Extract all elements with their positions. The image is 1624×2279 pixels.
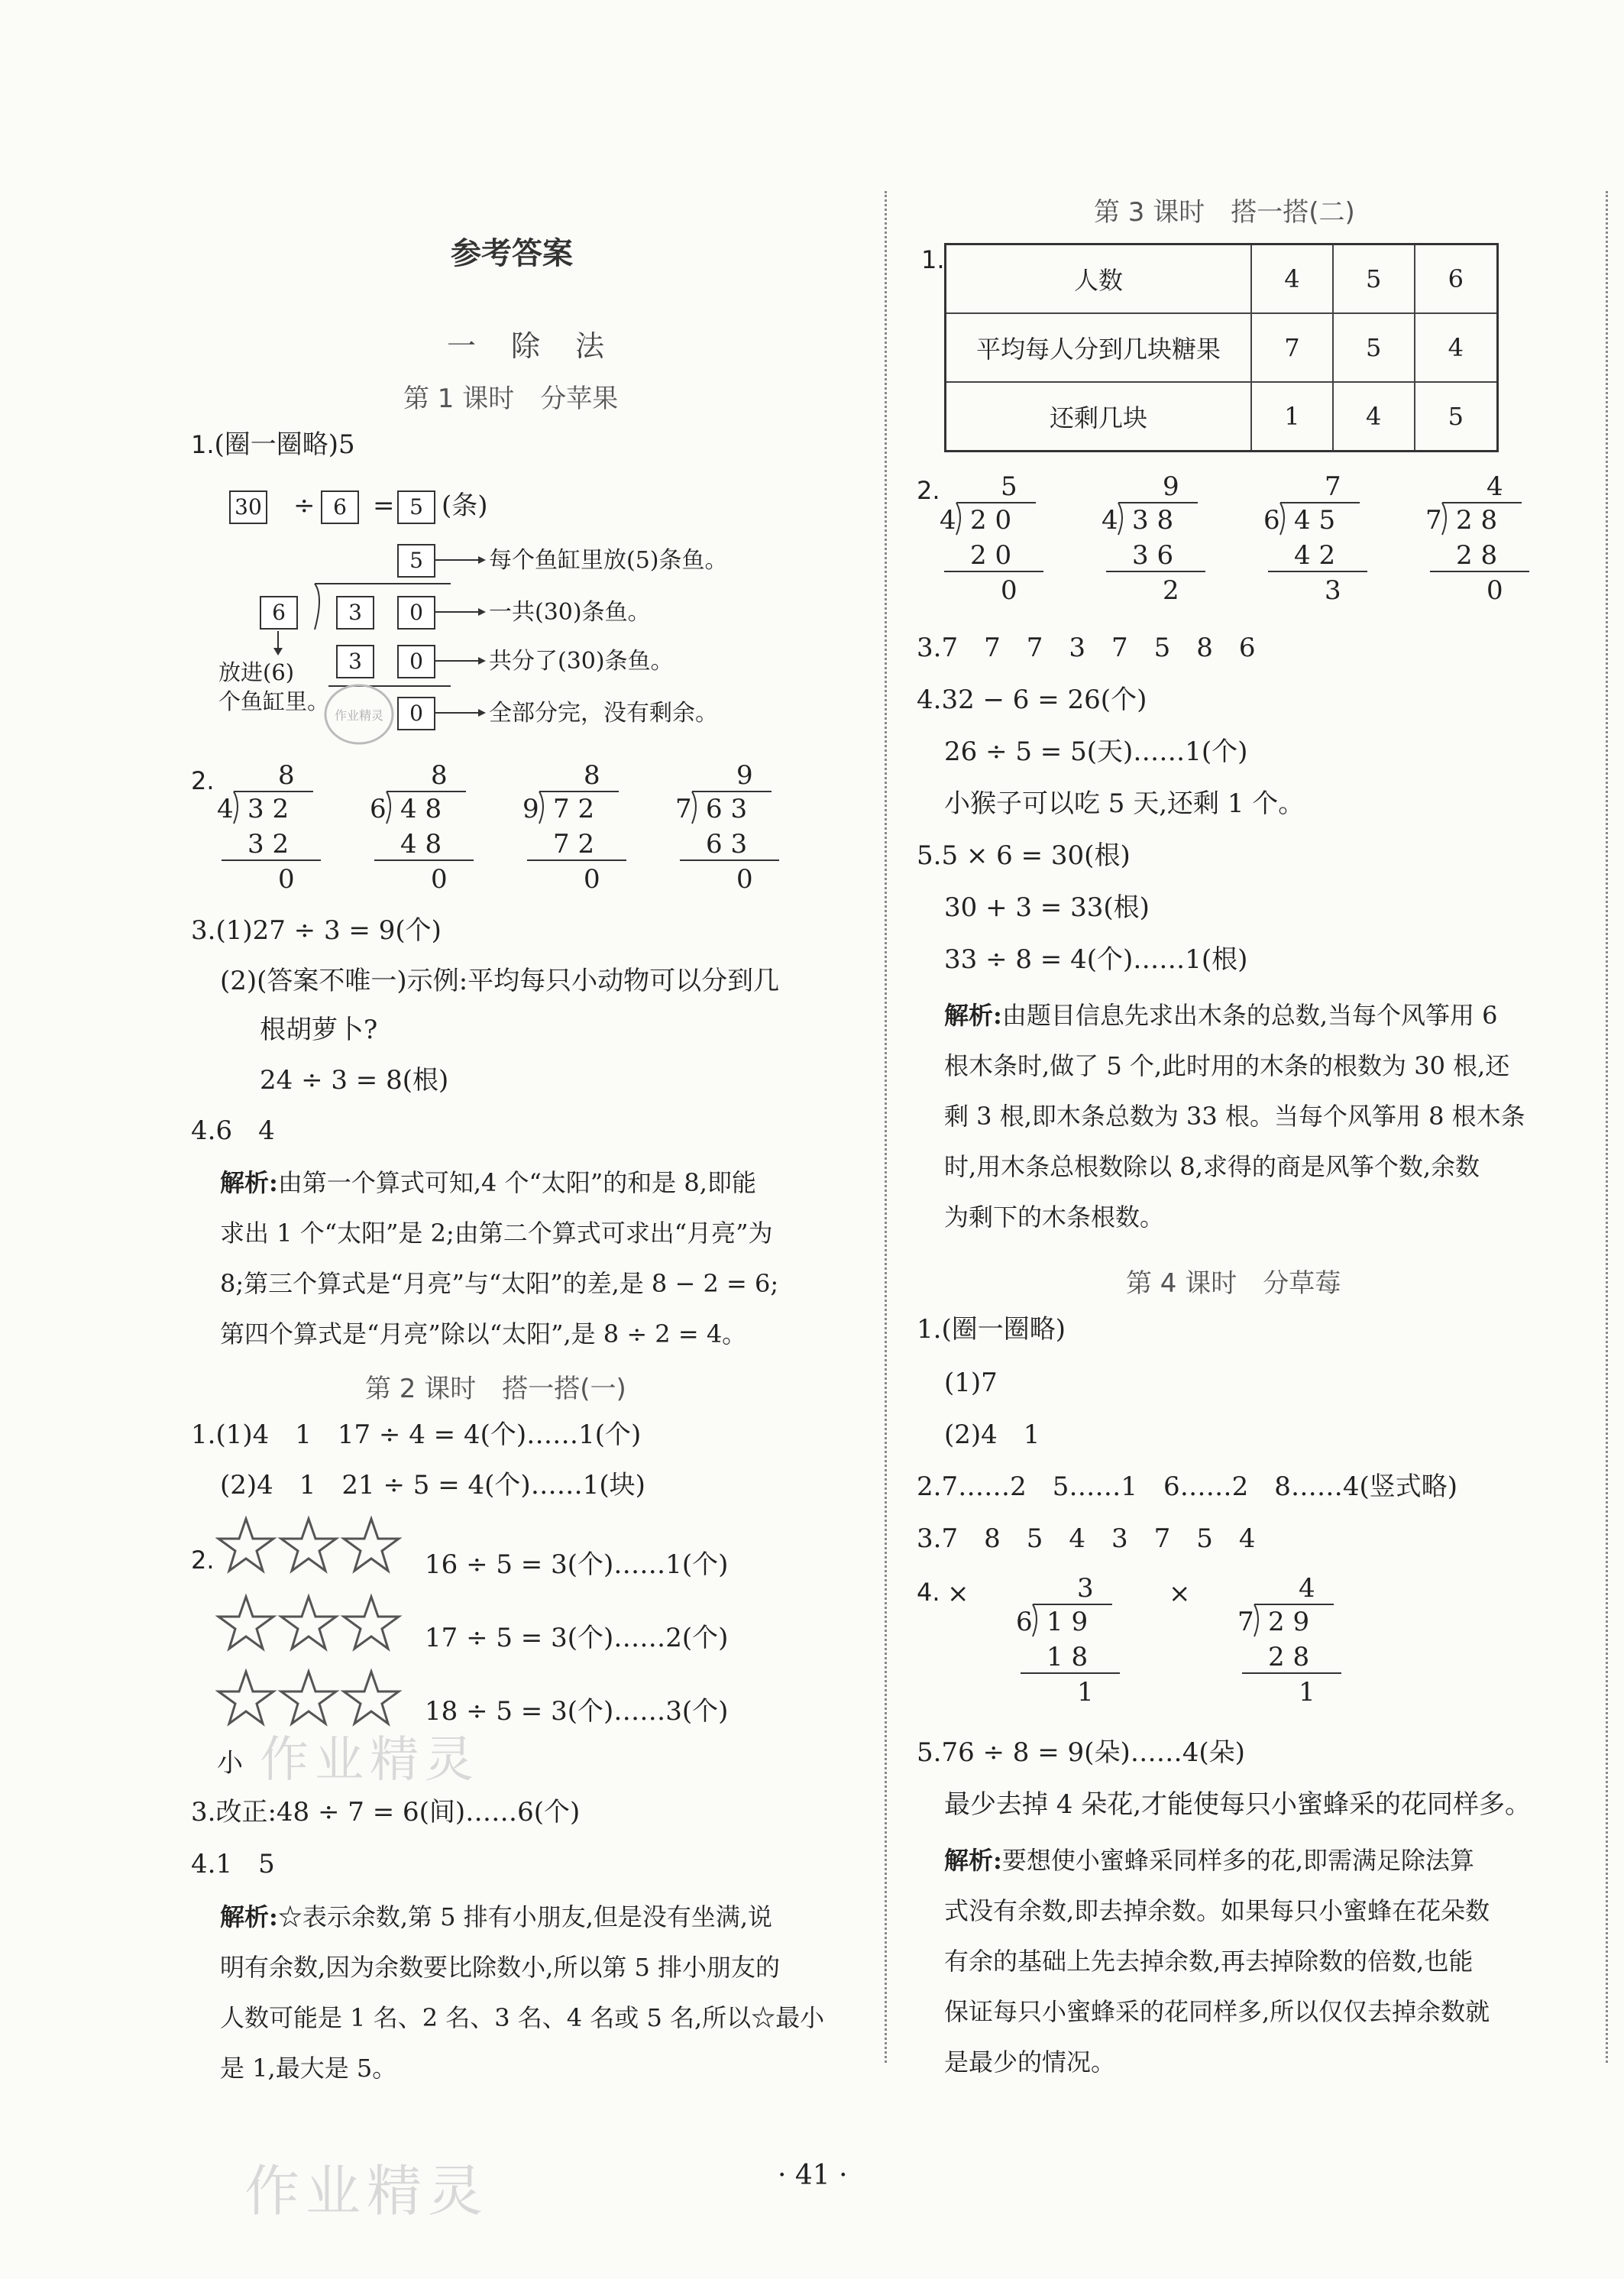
divider-right — [1606, 191, 1608, 2063]
division-divisor: 4 — [940, 505, 956, 536]
division-bracket — [956, 503, 960, 535]
l2-q4-analysis: 解析:☆表示余数,第 5 排有小朋友,但是没有坐满,说 明有余数,因为余数要比除数小,所以第 5 排小朋友的 人数可能是 1 名、2 名、3 名、4 名或 5 名,所以☆最小 是 1,最大是 5。 — [220, 1902, 825, 2083]
l1-q1-head: 1.(圈一圈略)5 — [191, 429, 355, 460]
division-product: 2 8 — [1456, 540, 1498, 571]
division-remainder: 0 — [1001, 575, 1017, 606]
l2-q2-star-row1 — [215, 1516, 406, 1577]
star-icon — [281, 1519, 336, 1571]
division-product: 2 8 — [1268, 1642, 1310, 1672]
division-divisor: 6 — [370, 794, 387, 824]
l3-q2-label: 2. — [917, 476, 940, 505]
l4-q2: 2.7……2 5……1 6……2 8……4(竖式略) — [917, 1471, 1458, 1502]
unit-title: 一 除 法 — [447, 329, 608, 363]
division-dividend: 4 5 — [1294, 505, 1336, 536]
l4-q4-label: 4. — [917, 1578, 940, 1607]
division-product: 3 6 — [1132, 540, 1174, 571]
division-quotient: 3 — [1077, 1573, 1094, 1604]
table-row — [946, 382, 1498, 452]
l2-q3: 3.改正:48 ÷ 7 = 6(间)……6(个) — [191, 1797, 581, 1827]
divider-left — [885, 191, 887, 2063]
l4-q1-line3: (2)4 1 — [944, 1420, 1040, 1450]
star-icon — [218, 1519, 273, 1571]
l1-q1-note-2: 一共(30)条鱼。 — [489, 599, 651, 626]
l1-q1-box-divisor: 6 — [321, 490, 359, 524]
table-row — [946, 313, 1498, 382]
watermark-1: 作业精灵 — [260, 1732, 480, 1789]
table-cell: 1 — [1251, 382, 1333, 452]
division-dividend: 1 9 — [1047, 1607, 1089, 1637]
table-cell: 4 — [1333, 382, 1415, 452]
star-icon — [281, 1672, 336, 1724]
l2-q4: 4.1 5 — [191, 1849, 275, 1879]
l2-q2-eq2: 17 ÷ 5 = 3(个)……2(个) — [425, 1623, 729, 1653]
l1-q1-div-prod1: 3 — [336, 645, 374, 678]
division-bracket — [1033, 1604, 1037, 1636]
division-quotient: 9 — [736, 760, 753, 791]
division-product: 6 3 — [706, 829, 748, 859]
division-bracket — [234, 791, 238, 824]
l2-q1-line1: 1.(1)4 1 17 ÷ 4 = 4(个)……1(个) — [191, 1420, 642, 1450]
division-dividend: 7 2 — [553, 794, 595, 824]
division-quotient: 8 — [431, 760, 448, 791]
l2-q2-tail: 小 — [217, 1748, 243, 1779]
division-dividend: 3 8 — [1132, 505, 1174, 536]
division-divisor: 6 — [1016, 1607, 1033, 1637]
division-bracket — [387, 791, 390, 824]
table-cell: 5 — [1333, 313, 1415, 382]
l1-q1-div-quotient: 5 — [397, 544, 435, 578]
division-product: 4 2 — [1294, 540, 1336, 571]
stamp-seal-text: 作业精灵 — [334, 708, 384, 723]
division-dividend: 3 2 — [247, 794, 290, 824]
division-remainder: 0 — [584, 864, 600, 895]
table-cell: 人数 — [946, 244, 1252, 314]
l1-q1-op-eq: = — [373, 490, 395, 521]
table-cell: 还剩几块 — [946, 382, 1252, 452]
table-cell: 4 — [1415, 313, 1498, 382]
division-dividend: 4 8 — [400, 794, 442, 824]
division-remainder: 0 — [1487, 575, 1503, 606]
division-divisor: 7 — [675, 794, 692, 824]
l2-q2-eq1: 16 ÷ 5 = 3(个)……1(个) — [425, 1549, 729, 1580]
division-product: 4 8 — [400, 829, 442, 859]
division-dividend: 2 0 — [970, 505, 1012, 536]
star-icon — [344, 1672, 399, 1724]
star-icon — [344, 1597, 399, 1649]
division-divisor: 4 — [217, 794, 234, 824]
l4-q5-analysis: 解析:要想使小蜜蜂采同样多的花,即需满足除法算 式没有余数,即去掉余数。如果每只小蜜蜂在花朵数 有余的基础上先去掉余数,再去掉除数的倍数,也能 保证每只小蜜蜂采的花同样多,所以仅仅去掉余数就 是最少的情况。 — [944, 1846, 1490, 2077]
l1-q1-div-digit1: 3 — [336, 596, 374, 630]
division-remainder: 3 — [1325, 575, 1341, 606]
l4-q5-line1: 5.76 ÷ 8 = 9(朵)……4(朵) — [917, 1737, 1245, 1768]
division-remainder: 1 — [1299, 1677, 1315, 1708]
stamp-seal — [321, 680, 397, 749]
division-bracket — [1442, 503, 1446, 535]
l1-q1-side-2: 个鱼缸里。 — [218, 688, 330, 714]
l2-q1-line2: (2)4 1 21 ÷ 5 = 4(个)……1(块) — [220, 1470, 645, 1500]
table-cell: 7 — [1251, 313, 1333, 382]
division-divisor: 4 — [1102, 505, 1118, 536]
l1-q1-side-1: 放进(6) — [218, 659, 295, 685]
l1-q1-div-digit2: 0 — [397, 596, 435, 630]
l3-q1-label: 1. — [921, 245, 945, 274]
l3-q2-divisions — [937, 469, 1548, 607]
l4-q4-mark-2: × — [1169, 1578, 1191, 1609]
division-bracket — [1118, 503, 1122, 535]
division-dividend: 2 8 — [1456, 505, 1498, 536]
star-icon — [218, 1597, 273, 1649]
l1-q1-div-remainder: 0 — [397, 697, 435, 730]
division-divisor: 7 — [1237, 1607, 1254, 1637]
l3-q5-line2: 30 + 3 = 33(根) — [944, 892, 1150, 923]
l3-q4-line1: 4.32 − 6 = 26(个) — [917, 685, 1147, 715]
star-icon — [281, 1597, 336, 1649]
table-cell: 5 — [1333, 244, 1415, 314]
division-product: 2 0 — [970, 540, 1012, 571]
lesson3-title: 第 3 课时 搭一搭(二) — [1094, 197, 1355, 228]
table-cell: 6 — [1415, 244, 1498, 314]
division-divisor: 9 — [522, 794, 539, 824]
division-dividend: 2 9 — [1268, 1607, 1310, 1637]
l1-q2-label: 2. — [191, 766, 215, 795]
l3-q4-line2: 26 ÷ 5 = 5(天)……1(个) — [944, 736, 1248, 767]
division-divisor: 6 — [1263, 505, 1280, 536]
division-dividend: 6 3 — [706, 794, 748, 824]
l4-q1-line1: 1.(圈一圈略) — [917, 1314, 1066, 1345]
l1-q3-line1: 3.(1)27 ÷ 3 = 9(个) — [191, 915, 442, 946]
table-row — [946, 244, 1498, 314]
l3-q1-table — [944, 243, 1499, 452]
division-product: 7 2 — [553, 829, 595, 859]
division-product: 3 2 — [247, 829, 290, 859]
division-quotient: 8 — [278, 760, 295, 791]
division-quotient: 5 — [1001, 471, 1017, 502]
division-quotient: 9 — [1163, 471, 1179, 502]
l3-q4-line3: 小猴子可以吃 5 天,还剩 1 个。 — [944, 788, 1305, 819]
division-bracket — [1254, 1604, 1258, 1636]
star-icon — [218, 1672, 273, 1724]
page-title: 参考答案 — [451, 236, 573, 271]
l1-q1-div-prod2: 0 — [397, 645, 435, 678]
lesson1-title: 第 1 课时 分苹果 — [403, 384, 619, 414]
star-icon — [344, 1519, 399, 1571]
l1-q1-note-3: 共分了(30)条鱼。 — [489, 648, 674, 675]
division-remainder: 0 — [431, 864, 448, 895]
l1-q1-unit: (条) — [442, 490, 488, 521]
division-bracket — [692, 791, 696, 824]
division-remainder: 2 — [1163, 575, 1179, 606]
l2-q2-eq3: 18 ÷ 5 = 3(个)……3(个) — [425, 1696, 729, 1727]
l3-q5-line3: 33 ÷ 8 = 4(个)……1(根) — [944, 944, 1248, 975]
l4-q4-mark-1: × — [947, 1578, 969, 1609]
division-quotient: 4 — [1487, 471, 1503, 502]
watermark-2: 作业精灵 — [244, 2159, 490, 2223]
l3-q3: 3.7 7 7 3 7 5 8 6 — [917, 633, 1256, 663]
table-cell: 5 — [1415, 382, 1498, 452]
l1-q3-line4: 24 ÷ 3 = 8(根) — [260, 1065, 449, 1096]
division-remainder: 0 — [278, 864, 295, 895]
l1-q1-note-4: 全部分完，没有剩余。 — [489, 700, 718, 727]
table-cell: 平均每人分到几块糖果 — [946, 313, 1252, 382]
division-quotient: 7 — [1325, 471, 1341, 502]
division-product: 1 8 — [1047, 1642, 1089, 1672]
l2-q2-label: 2. — [191, 1546, 215, 1575]
l1-q4-analysis: 解析:由第一个算式可知,4 个“太阳”的和是 8,即能 求出 1 个“太阳”是 2;由第二个算式可求出“月亮”为 8;第三个算式是“月亮”与“太阳”的差,是 8 − 2 = 6; 第四个算式是“月亮”除以“太阳”,是 8 ÷ 2 = 4。 — [220, 1168, 779, 1348]
division-quotient: 4 — [1299, 1573, 1315, 1604]
l1-q1-box-dividend: 30 — [229, 490, 267, 524]
lesson4-title: 第 4 课时 分草莓 — [1126, 1268, 1341, 1299]
l4-q4-divisions — [1013, 1571, 1410, 1708]
l1-q4: 4.6 4 — [191, 1115, 275, 1146]
l2-q2-star-row2 — [215, 1594, 406, 1655]
l1-q1-box-quotient: 5 — [397, 490, 435, 524]
l4-q1-line2: (1)7 — [944, 1368, 998, 1398]
l4-q3: 3.7 8 5 4 3 7 5 4 — [917, 1523, 1256, 1554]
division-remainder: 1 — [1077, 1677, 1094, 1708]
l4-q5-line2: 最少去掉 4 朵花,才能使每只小蜜蜂采的花同样多。 — [944, 1789, 1532, 1820]
l3-q5-line1: 5.5 × 6 = 30(根) — [917, 840, 1131, 871]
l1-q3-line2: (2)(答案不唯一)示例:平均每只小动物可以分到几 — [220, 966, 780, 996]
l1-q2-divisions — [214, 758, 810, 895]
division-remainder: 0 — [736, 864, 753, 895]
page-number: · 41 · — [778, 2160, 848, 2191]
table-cell: 4 — [1251, 244, 1333, 314]
lesson2-title: 第 2 课时 搭一搭(一) — [365, 1374, 626, 1404]
division-bracket — [539, 791, 543, 824]
division-bracket — [1280, 503, 1284, 535]
l1-q1-arrows — [434, 535, 487, 726]
l1-q1-op-div: ÷ — [293, 490, 315, 521]
division-quotient: 8 — [584, 760, 600, 791]
l3-q5-analysis: 解析:由题目信息先求出木条的总数,当每个风筝用 6 根木条时,做了 5 个,此时用的木条的根数为 30 根,还 剩 3 根,即木条总数为 33 根。当每个风筝用 8 根木条 时,用木条总根数除以 8,求得的商是风筝个数,余数 为剩下的木条根数。 — [944, 1001, 1525, 1232]
division-divisor: 7 — [1425, 505, 1442, 536]
l1-q1-note-1: 每个鱼缸里放(5)条鱼。 — [489, 547, 728, 574]
l1-q1-div-divisor: 6 — [260, 596, 298, 630]
l1-q3-line3: 根胡萝卜? — [260, 1015, 378, 1045]
